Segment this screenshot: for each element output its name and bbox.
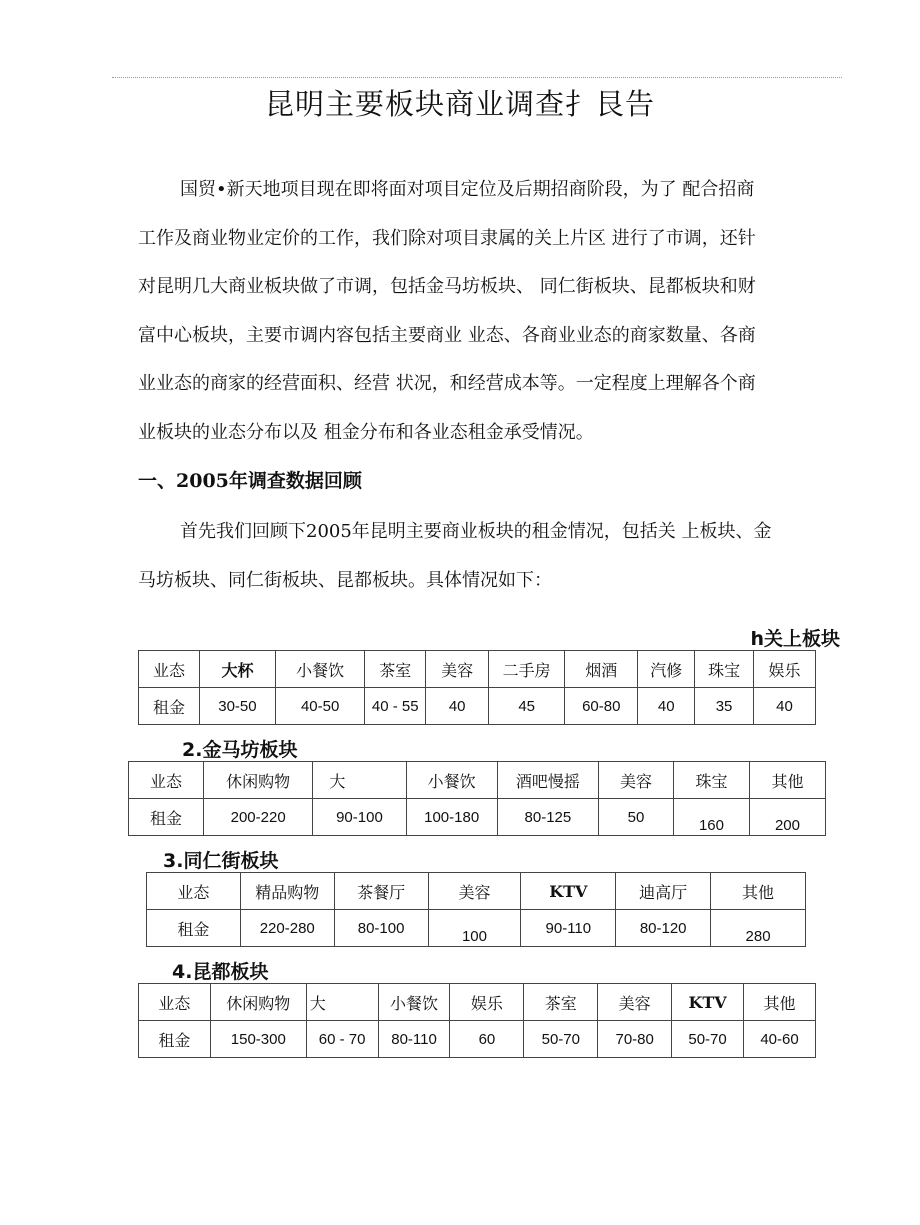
table-row [147,873,806,910]
section-heading: 一、2005年调查数据回顾 [138,470,362,492]
intro-line: 工作及商业物业定价的工作，我们除对项目隶属的关上片区 进行了市调，还针 [138,227,756,249]
row-header: 业态 [129,762,204,799]
intro-line: 业业态的商家的经营面积、经营 状况，和经营成本等。一定程度上理解各个商 [138,373,756,394]
table-cell: 精品购物 [240,873,334,910]
table-row [139,688,816,725]
table-cell: 大 [313,762,406,799]
table-caption-guanshang: h关上板块 [750,628,840,650]
table-cell: 220-280 [240,910,334,947]
table-row [139,984,816,1021]
row-header: 租金 [129,799,204,836]
table-caption-jinmafang: 2.金马坊板块 [182,739,298,761]
table-cell: 汽修 [638,651,695,688]
table-cell: 70-80 [598,1021,672,1058]
table-cell [749,799,825,836]
table-cell: 烟酒 [565,651,638,688]
table-row [129,799,826,836]
top-divider [112,77,842,78]
rent-table-guanshang [138,650,816,725]
cell-value: 100 [461,927,487,945]
table-cell: 200-220 [203,799,312,836]
table-cell: 休闲购物 [210,984,306,1021]
rent-table-tongrenjie [146,872,806,947]
page-title: 昆明主要板块商业调查扌艮告 [264,87,655,121]
table-cell: 茶室 [365,651,426,688]
table-cell: 休闲购物 [203,762,312,799]
table-cell: KTV [521,873,616,910]
table-cell: 40-50 [276,688,365,725]
intro-paragraph [138,166,838,457]
cell-value: 200 [774,816,800,834]
table-cell: 茶餐厅 [334,873,428,910]
table-cell: 40 [638,688,695,725]
intro-line: 富中心板块，主要市调内容包括主要商业 业态、各商业业态的商家数量、各商 [138,324,756,346]
table-cell: 40 - 55 [365,688,426,725]
intro-line: 国贸•新天地项目现在即将面对项目定位及后期招商阶段，为了 配合招商 [180,179,755,200]
table-cell: 60 [450,1021,524,1058]
table-cell: 大杯 [199,651,275,688]
table-cell: 45 [489,688,565,725]
table-cell: 小餐饮 [276,651,365,688]
table-cell: 美容 [599,762,674,799]
table-cell: 40-60 [744,1021,816,1058]
table-cell: 35 [695,688,754,725]
table-cell: 其他 [711,873,806,910]
table-cell: 90-110 [521,910,616,947]
table-cell: 美容 [426,651,489,688]
table-row [139,1021,816,1058]
table-cell: 娱乐 [450,984,524,1021]
table-cell: 80-110 [378,1021,450,1058]
table-cell: 小餐饮 [406,762,497,799]
table-row [139,651,816,688]
table-cell [711,910,806,947]
table-cell: 娱乐 [754,651,816,688]
table-cell: 美容 [428,873,521,910]
table-cell [673,799,749,836]
table-cell: KTV [672,984,744,1021]
rent-table-kundu [138,983,816,1058]
row-header: 租金 [139,688,200,725]
table-row [147,910,806,947]
cell-value: 280 [745,927,771,945]
intro-line: 业板块的业态分布以及 租金分布和各业态租金承受情况。 [138,421,594,443]
table-cell: 60 - 70 [306,1021,378,1058]
table-cell: 150-300 [210,1021,306,1058]
row-header: 业态 [147,873,241,910]
rent-table-jinmafang [128,761,826,836]
row-header: 租金 [139,1021,211,1058]
review-line: 马坊板块、同仁街板块、昆都板块。具体情况如下： [138,569,552,591]
table-cell: 珠宝 [673,762,749,799]
review-paragraph [138,508,838,605]
table-cell: 其他 [744,984,816,1021]
table-cell: 珠宝 [695,651,754,688]
table-cell: 100-180 [406,799,497,836]
table-cell: 小餐饮 [378,984,450,1021]
table-row [129,762,826,799]
table-cell: 50-70 [672,1021,744,1058]
table-cell: 迪高厅 [616,873,711,910]
table-cell: 美容 [598,984,672,1021]
table-cell [428,910,521,947]
table-cell: 60-80 [565,688,638,725]
table-cell: 30-50 [199,688,275,725]
row-header: 业态 [139,984,211,1021]
table-cell: 二手房 [489,651,565,688]
row-header: 业态 [139,651,200,688]
table-cell: 40 [426,688,489,725]
table-cell: 大 [306,984,378,1021]
review-line: 首先我们回顾下2005年昆明主要商业板块的租金情况，包括关 上板块、金 [180,521,772,542]
table-cell: 90-100 [313,799,406,836]
table-cell: 50 [599,799,674,836]
table-cell: 80-120 [616,910,711,947]
cell-value: 160 [698,816,724,834]
table-cell: 40 [754,688,816,725]
table-caption-kundu: 4.昆都板块 [172,961,269,983]
table-caption-tongrenjie: 3.同仁街板块 [163,850,279,872]
row-header: 租金 [147,910,241,947]
table-cell: 茶室 [524,984,598,1021]
table-cell: 80-100 [334,910,428,947]
table-cell: 50-70 [524,1021,598,1058]
table-cell: 酒吧慢摇 [497,762,598,799]
table-cell: 80-125 [497,799,598,836]
intro-line: 对昆明几大商业板块做了市调，包括金马坊板块、 同仁街板块、昆都板块和财 [138,276,756,297]
table-cell: 其他 [749,762,825,799]
